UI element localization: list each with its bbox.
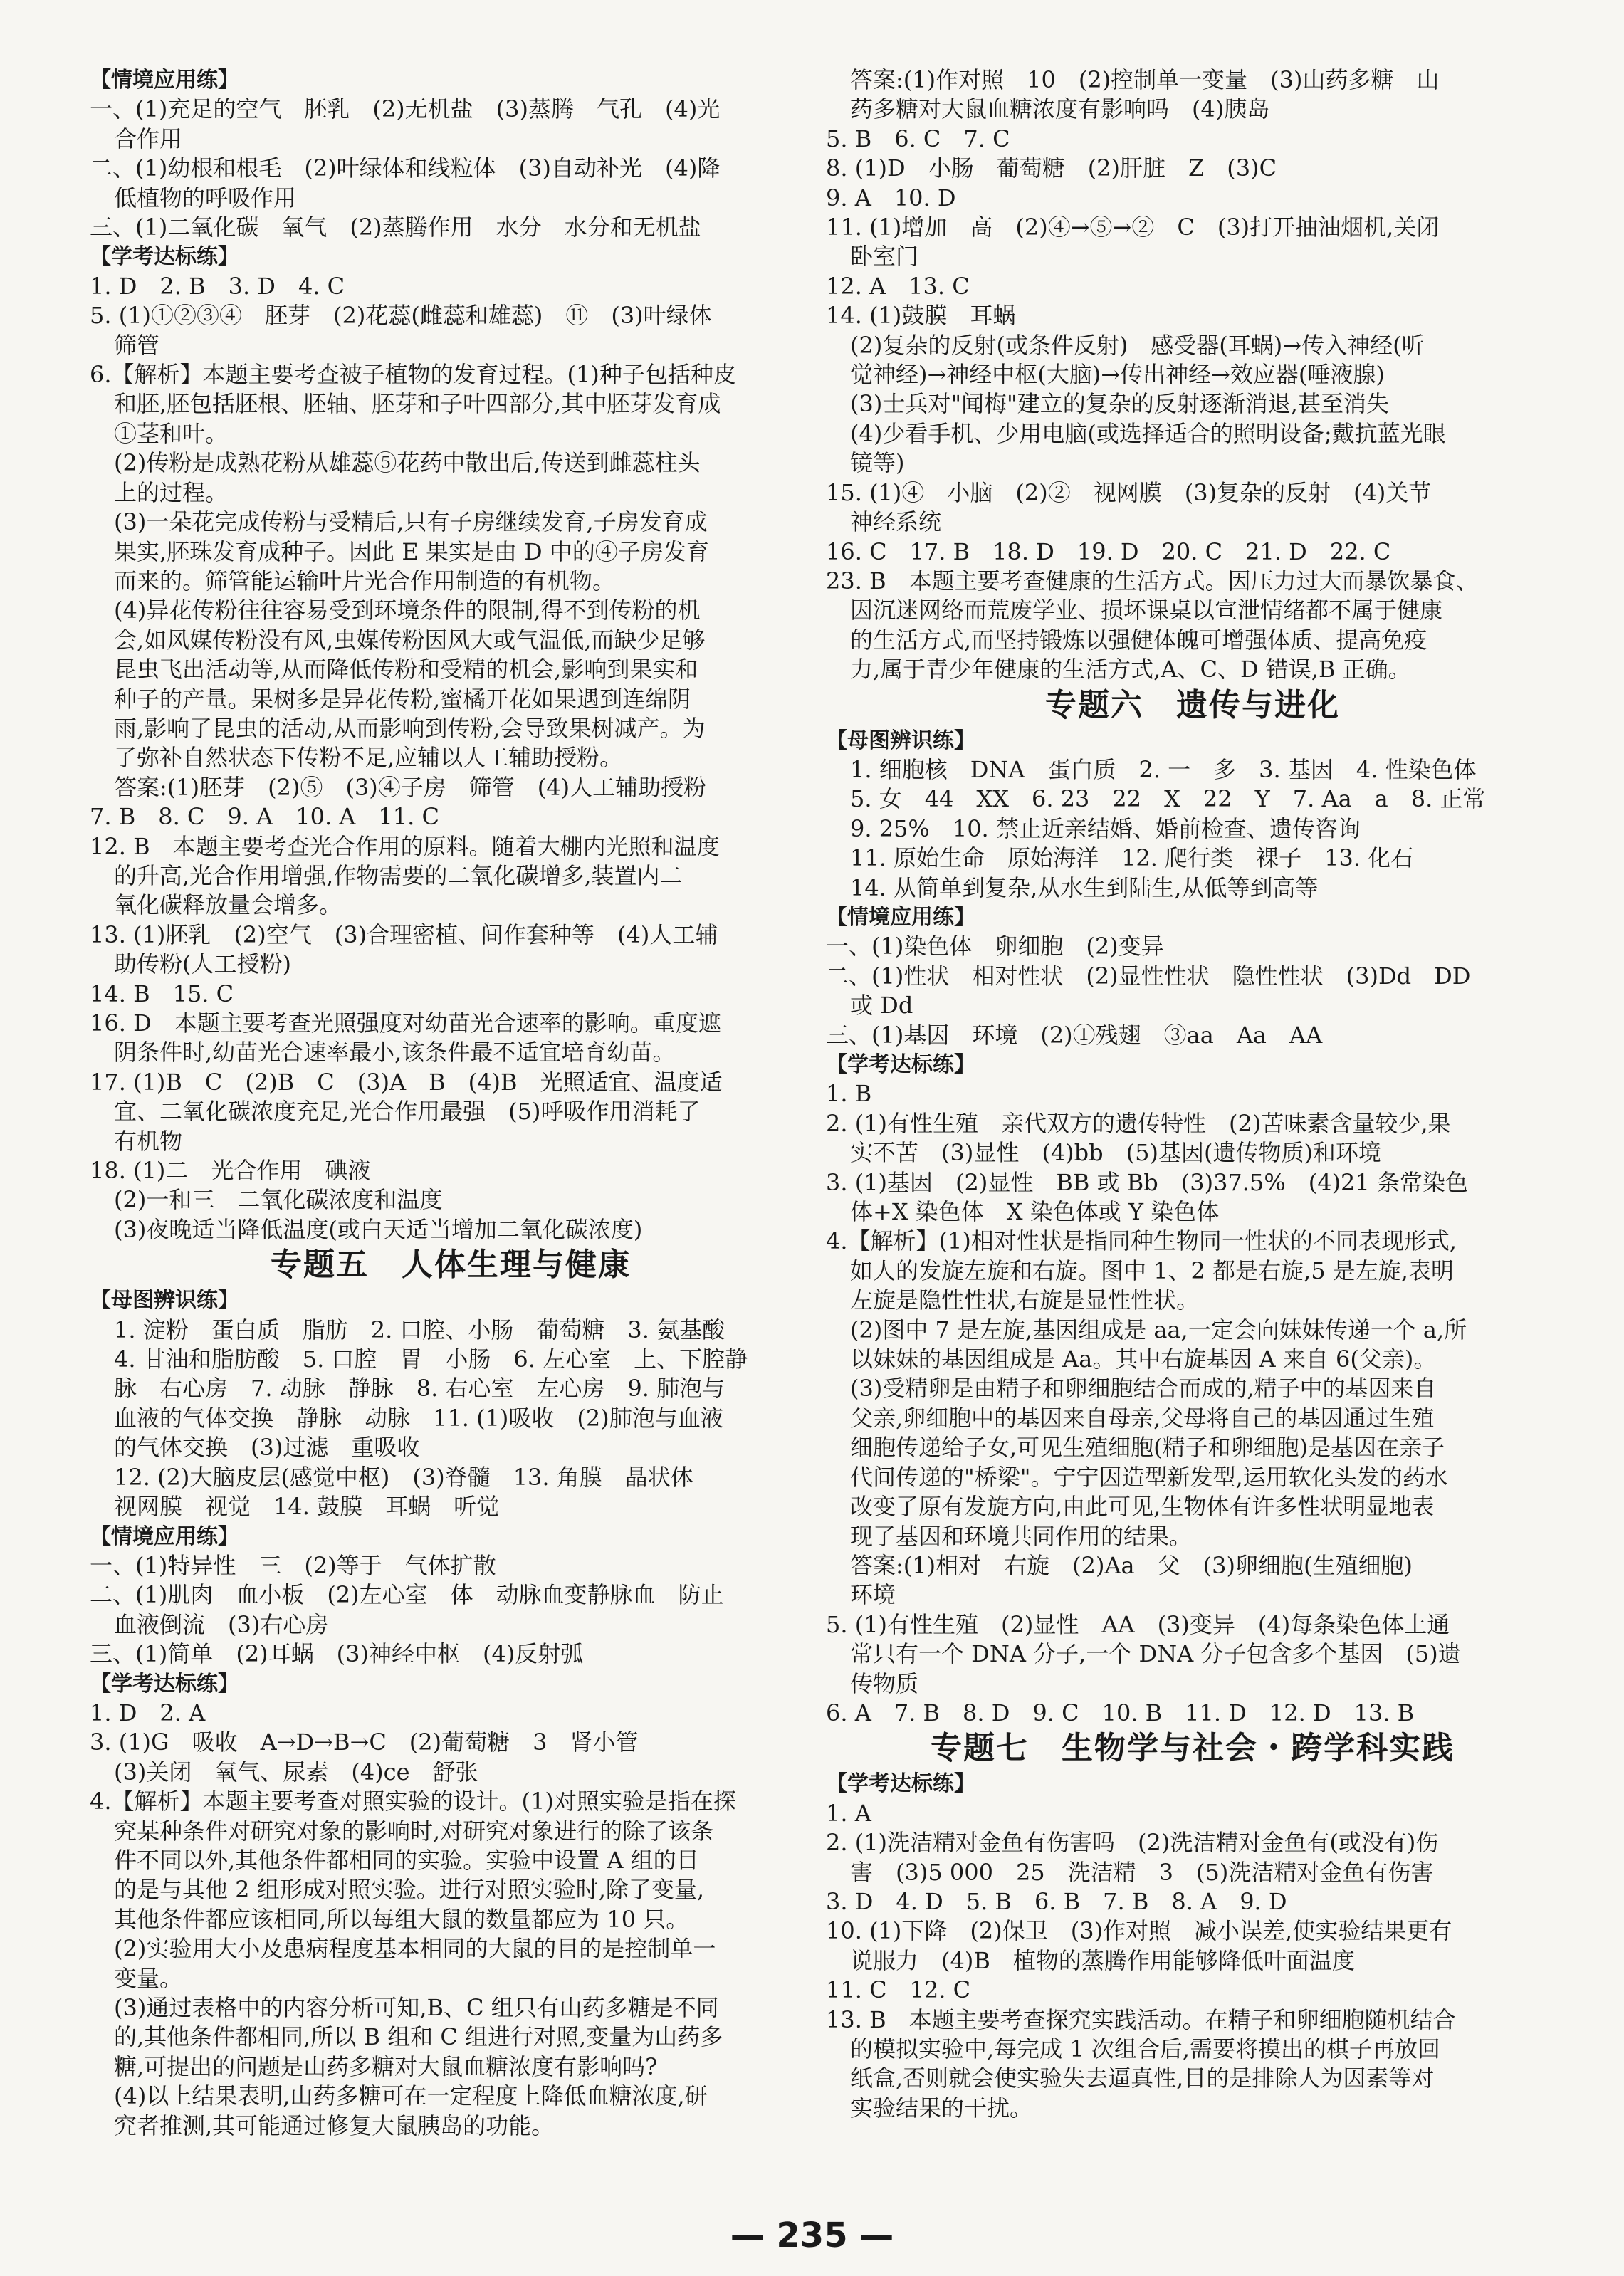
text-line: 9. A 10. D: [826, 184, 956, 211]
text-line: 上的过程。: [114, 478, 229, 506]
text-line: 5. (1)①②③④ 胚芽 (2)花蕊(雌蕊和雄蕊) ⑪ (3)叶绿体: [90, 302, 712, 330]
text-line: 害 (3)5 000 25 洗洁精 3 (5)洗洁精对金鱼有伤害: [850, 1858, 1434, 1886]
text-line: 变量。: [114, 1964, 183, 1992]
text-line: (2)复杂的反射(或条件反射) 感受器(耳蜗)→传入神经(听: [850, 331, 1425, 359]
text-line: 1. B: [826, 1080, 872, 1108]
subsection-heading: 【情境应用练】: [826, 904, 975, 930]
text-line: 11. 原始生命 原始海洋 12. 爬行类 裸子 13. 化石: [850, 844, 1414, 872]
subsection-heading: 【母图辨识练】: [826, 728, 975, 753]
text-line: 15. (1)④ 小脑 (2)② 视网膜 (3)复杂的反射 (4)关节: [826, 478, 1432, 506]
subsection-heading: 【学考达标练】: [826, 1052, 975, 1077]
text-line: 代间传递的"桥梁"。宁宁因造型新发型,运用软化头发的药水: [850, 1463, 1448, 1491]
text-line: 有机物: [114, 1127, 183, 1155]
text-line: 1. 淀粉 蛋白质 脂肪 2. 口腔、小肠 葡萄糖 3. 氨基酸: [114, 1316, 725, 1343]
text-line: 和胚,胚包括胚根、胚轴、胚芽和子叶四部分,其中胚芽发育成: [114, 390, 721, 418]
text-line: 以妹妹的基因组成是 Aa。其中右旋基因 A 来自 6(父亲)。: [850, 1346, 1437, 1373]
left-column: [90, 65, 812, 2141]
text-line: 因沉迷网络而荒废学业、损坏课桌以宣泄情绪都不属于健康: [850, 597, 1443, 624]
text-line: 5. (1)有性生殖 (2)显性 AA (3)变异 (4)每条染色体上通: [826, 1610, 1450, 1638]
text-line: 答案:(1)相对 右旋 (2)Aa 父 (3)卵细胞(生殖细胞): [850, 1551, 1413, 1579]
text-line: 会,如风媒传粉没有风,虫媒传粉因风大或气温低,而缺少足够: [114, 626, 706, 654]
text-line: 1. A: [826, 1799, 871, 1827]
text-line: 环境: [850, 1581, 896, 1609]
text-line: 三、(1)二氧化碳 氧气 (2)蒸腾作用 水分 水分和无机盐: [90, 214, 701, 241]
text-line: 细胞传递给子女,可见生殖细胞(精子和卵细胞)是基因在亲子: [850, 1434, 1445, 1462]
text-line: 二、(1)肌肉 血小板 (2)左心室 体 动脉血变静脉血 防止: [90, 1581, 724, 1609]
text-line: 三、(1)简单 (2)耳蜗 (3)神经中枢 (4)反射弧: [90, 1640, 584, 1668]
text-line: 6. A 7. B 8. D 9. C 10. B 11. D 12. D 13. B: [826, 1699, 1415, 1726]
text-line: 助传粉(人工授粉): [114, 950, 291, 978]
text-line: 神经系统: [850, 508, 942, 536]
text-line: 答案:(1)作对照 10 (2)控制单一变量 (3)山药多糖 山: [850, 66, 1440, 93]
text-line: 1. 细胞核 DNA 蛋白质 2. 一 多 3. 基因 4. 性染色体: [850, 755, 1477, 783]
text-line: (3)士兵对"闻梅"建立的复杂的反射逐渐消退,甚至消失: [850, 390, 1389, 418]
text-line: (3)通过表格中的内容分析可知,B、C 组只有山药多糖是不同: [114, 1994, 719, 2021]
text-line: (4)少看手机、少用电脑(或选择适合的照明设备;戴抗蓝光眼: [850, 419, 1446, 447]
text-line: 血液倒流 (3)右心房: [114, 1610, 329, 1638]
text-line: 的模拟实验中,每完成 1 次组合后,需要将摸出的棋子再放回: [850, 2035, 1441, 2062]
text-line: 1. D 2. A: [90, 1699, 206, 1726]
text-line: 阴条件时,幼苗光合速率最小,该条件最不适宜培育幼苗。: [114, 1039, 676, 1066]
text-line: 三、(1)基因 环境 (2)①残翅 ③aa Aa AA: [826, 1021, 1323, 1049]
subsection-heading: 【学考达标练】: [90, 1671, 239, 1696]
text-line: 件不同以外,其他条件都相同的实验。实验中设置 A 组的目: [114, 1846, 699, 1874]
text-line: 宜、二氧化碳浓度充足,光合作用最强 (5)呼吸作用消耗了: [114, 1098, 701, 1126]
text-line: 4.【解析】(1)相对性状是指同种生物同一性状的不同表现形式,: [826, 1227, 1457, 1255]
text-line: 13. (1)胚乳 (2)空气 (3)合理密植、间作套种等 (4)人工辅: [90, 921, 718, 948]
text-line: 常只有一个 DNA 分子,一个 DNA 分子包含多个基因 (5)遗: [850, 1640, 1461, 1668]
text-line: (2)图中 7 是左旋,基因组成是 aa,一定会向妹妹传递一个 a,所: [850, 1316, 1467, 1343]
text-line: 23. B 本题主要考查健康的生活方式。因压力过大而暴饮暴食、: [826, 567, 1479, 594]
text-line: 6.【解析】本题主要考查被子植物的发育过程。(1)种子包括种皮: [90, 361, 736, 389]
text-line: 3. (1)基因 (2)显性 BB 或 Bb (3)37.5% (4)21 条常染色: [826, 1168, 1468, 1196]
text-line: 2. (1)有性生殖 亲代双方的遗传特性 (2)苦味素含量较少,果: [826, 1109, 1451, 1137]
text-line: 药多糖对大鼠血糖浓度有影响吗 (4)胰岛: [850, 95, 1270, 123]
text-line: 的是与其他 2 组形成对照实验。进行对照实验时,除了变量,: [114, 1876, 705, 1904]
text-line: 体+X 染色体 X 染色体或 Y 染色体: [850, 1198, 1220, 1226]
text-line: 糖,可提出的问题是山药多糖对大鼠血糖浓度有影响吗?: [114, 2052, 658, 2080]
text-line: 13. B 本题主要考查探究实践活动。在精子和卵细胞随机结合: [826, 2005, 1456, 2033]
text-line: 4. 甘油和脂肪酸 5. 口腔 胃 小肠 6. 左心室 上、下腔静: [114, 1346, 748, 1373]
text-line: 现了基因和环境共同作用的结果。: [850, 1522, 1193, 1550]
text-line: (2)实验用大小及患病程度基本相同的大鼠的目的是控制单一: [114, 1935, 716, 1963]
text-line: 其他条件都应该相同,所以每组大鼠的数量都应为 10 只。: [114, 1905, 689, 1933]
subsection-heading: 【学考达标练】: [826, 1771, 975, 1797]
subsection-heading: 【母图辨识练】: [90, 1288, 239, 1313]
text-line: 脉 右心房 7. 动脉 静脉 8. 右心室 左心房 9. 肺泡与: [114, 1375, 725, 1402]
text-line: 二、(1)幼根和根毛 (2)叶绿体和线粒体 (3)自动补光 (4)降: [90, 154, 721, 182]
text-line: 的生活方式,而坚持锻炼以强健体魄可增强体质、提高免疫: [850, 626, 1427, 654]
text-line: 5. 女 44 XX 6. 23 22 X 22 Y 7. Aa a 8. 正常: [850, 785, 1486, 813]
text-line: 筛管: [114, 331, 160, 359]
text-line: 5. B 6. C 7. C: [826, 125, 1010, 152]
text-line: 纸盒,否则就会使实验失去逼真性,目的是排除人为因素等对: [850, 2065, 1435, 2092]
text-line: 4.【解析】本题主要考查对照实验的设计。(1)对照实验是指在探: [90, 1788, 736, 1815]
text-line: 14. 从简单到复杂,从水生到陆生,从低等到高等: [850, 874, 1319, 901]
subsection-heading: 【情境应用练】: [90, 68, 239, 93]
subsection-heading: 【情境应用练】: [90, 1524, 239, 1549]
text-line: 合作用: [114, 125, 183, 152]
text-line: 的气体交换 (3)过滤 重吸收: [114, 1434, 420, 1462]
text-line: 12. (2)大脑皮层(感觉中枢) (3)脊髓 13. 角膜 晶状体: [114, 1463, 693, 1491]
text-line: 8. (1)D 小肠 葡萄糖 (2)肝脏 Z (3)C: [826, 154, 1277, 182]
text-line: 14. B 15. C: [90, 980, 234, 1007]
text-line: 果实,胚珠发育成种子。因此 E 果实是由 D 中的④子房发育: [114, 537, 709, 565]
text-line: (2)一和三 二氧化碳浓度和温度: [114, 1186, 443, 1214]
text-line: 了弥补自然状态下传粉不足,应辅以人工辅助授粉。: [114, 744, 623, 772]
text-line: 18. (1)二 光合作用 碘液: [90, 1157, 371, 1185]
text-line: 17. (1)B C (2)B C (3)A B (4)B 光照适宜、温度适: [90, 1068, 723, 1096]
section-title: 专题六 遗传与进化: [1045, 686, 1340, 723]
section-title: 专题五 人体生理与健康: [271, 1247, 631, 1284]
text-line: 14. (1)鼓膜 耳蜗: [826, 302, 1016, 330]
text-line: (3)受精卵是由精子和卵细胞结合而成的,精子中的基因来自: [850, 1375, 1437, 1402]
text-line: 的升高,光合作用增强,作物需要的二氧化碳增多,装置内二: [114, 861, 683, 889]
text-line: (3)关闭 氧气、尿素 (4)ce 舒张: [114, 1758, 478, 1785]
text-line: 10. (1)下降 (2)保卫 (3)作对照 减小误差,使实验结果更有: [826, 1917, 1452, 1945]
text-line: 父亲,卵细胞中的基因来自母亲,父母将自己的基因通过生殖: [850, 1404, 1435, 1432]
text-line: 究者推测,其可能通过修复大鼠胰岛的功能。: [114, 2112, 555, 2139]
text-line: 左旋是隐性性状,右旋是显性性状。: [850, 1286, 1200, 1314]
text-line: 9. 25% 10. 禁止近亲结婚、婚前检查、遗传咨询: [850, 814, 1361, 842]
text-line: 2. (1)洗洁精对金鱼有伤害吗 (2)洗洁精对金鱼有(或没有)伤: [826, 1829, 1439, 1857]
text-line: 一、(1)特异性 三 (2)等于 气体扩散: [90, 1551, 496, 1579]
text-line: 12. B 本题主要考查光合作用的原料。随着大棚内光照和温度: [90, 832, 720, 860]
text-line: 究某种条件对研究对象的影响时,对研究对象进行的除了该条: [114, 1817, 714, 1845]
text-line: 昆虫飞出活动等,从而降低传粉和受精的机会,影响到果实和: [114, 656, 698, 683]
right-column: [826, 65, 1559, 2123]
text-line: 3. D 4. D 5. B 6. B 7. B 8. A 9. D: [826, 1887, 1287, 1915]
text-line: 雨,影响了昆虫的活动,从而影响到传粉,会导致果树减产。为: [114, 714, 706, 742]
text-line: 12. A 13. C: [826, 272, 970, 300]
text-line: 视网膜 视觉 14. 鼓膜 耳蜗 听觉: [114, 1493, 500, 1521]
text-line: 一、(1)充足的空气 胚乳 (2)无机盐 (3)蒸腾 气孔 (4)光: [90, 95, 721, 123]
text-line: 或 Dd: [850, 992, 913, 1019]
text-line: 氧化碳释放量会增多。: [114, 891, 342, 919]
text-line: 二、(1)性状 相对性状 (2)显性性状 隐性性状 (3)Dd DD: [826, 962, 1471, 990]
text-line: (3)一朵花完成传粉与受精后,只有子房继续发育,子房发育成: [114, 508, 708, 536]
text-line: (4)以上结果表明,山药多糖可在一定程度上降低血糖浓度,研: [114, 2082, 708, 2110]
text-line: 16. C 17. B 18. D 19. D 20. C 21. D 22. C: [826, 537, 1391, 565]
text-line: (4)异花传粉往往容易受到环境条件的限制,得不到传粉的机: [114, 597, 701, 624]
text-line: 实不苦 (3)显性 (4)bb (5)基因(遗传物质)和环境: [850, 1139, 1381, 1167]
text-line: 的,其他条件都相同,所以 B 组和 C 组进行对照,变量为山药多: [114, 2023, 723, 2051]
text-line: 传物质: [850, 1669, 919, 1697]
text-line: 3. (1)G 吸收 A→D→B→C (2)葡萄糖 3 肾小管: [90, 1729, 639, 1756]
text-line: (3)夜晚适当降低温度(或白天适当增加二氧化碳浓度): [114, 1215, 643, 1243]
text-line: 觉神经)→神经中枢(大脑)→传出神经→效应器(唾液腺): [850, 361, 1385, 389]
text-line: ①茎和叶。: [114, 419, 229, 447]
text-line: 说服力 (4)B 植物的蒸腾作用能够降低叶面温度: [850, 1946, 1355, 1974]
text-line: 11. (1)增加 高 (2)④→⑤→② C (3)打开抽油烟机,关闭: [826, 214, 1440, 241]
text-line: 1. D 2. B 3. D 4. C: [90, 272, 345, 300]
text-line: 卧室门: [850, 243, 919, 271]
text-line: 血液的气体交换 静脉 动脉 11. (1)吸收 (2)肺泡与血液: [114, 1404, 723, 1432]
text-line: 如人的发旋左旋和右旋。图中 1、2 都是右旋,5 是左旋,表明: [850, 1257, 1454, 1284]
text-line: 低植物的呼吸作用: [114, 184, 297, 211]
text-line: 而来的。筛管能运输叶片光合作用制造的有机物。: [114, 567, 616, 594]
text-line: 实验结果的干扰。: [850, 2094, 1033, 2122]
text-line: 种子的产量。果树多是异花传粉,蜜橘开花如果遇到连绵阴: [114, 685, 691, 713]
text-line: (2)传粉是成熟花粉从雄蕊⑤花药中散出后,传送到雌蕊柱头: [114, 449, 701, 477]
text-line: 16. D 本题主要考查光照强度对幼苗光合速率的影响。重度遮: [90, 1009, 721, 1037]
text-line: 答案:(1)胚芽 (2)⑤ (3)④子房 筛管 (4)人工辅助授粉: [114, 773, 707, 801]
text-line: 力,属于青少年健康的生活方式,A、C、D 错误,B 正确。: [850, 656, 1411, 683]
text-line: 改变了原有发旋方向,由此可见,生物体有许多性状明显地表: [850, 1493, 1435, 1521]
page-number: — 235 —: [730, 2215, 894, 2255]
text-line: 镜等): [850, 449, 905, 477]
text-line: 一、(1)染色体 卵细胞 (2)变异: [826, 933, 1164, 960]
text-line: 7. B 8. C 9. A 10. A 11. C: [90, 803, 439, 831]
section-title: 专题七 生物学与社会・跨学科实践: [931, 1730, 1455, 1767]
text-line: 11. C 12. C: [826, 1976, 971, 2004]
subsection-heading: 【学考达标练】: [90, 244, 239, 270]
